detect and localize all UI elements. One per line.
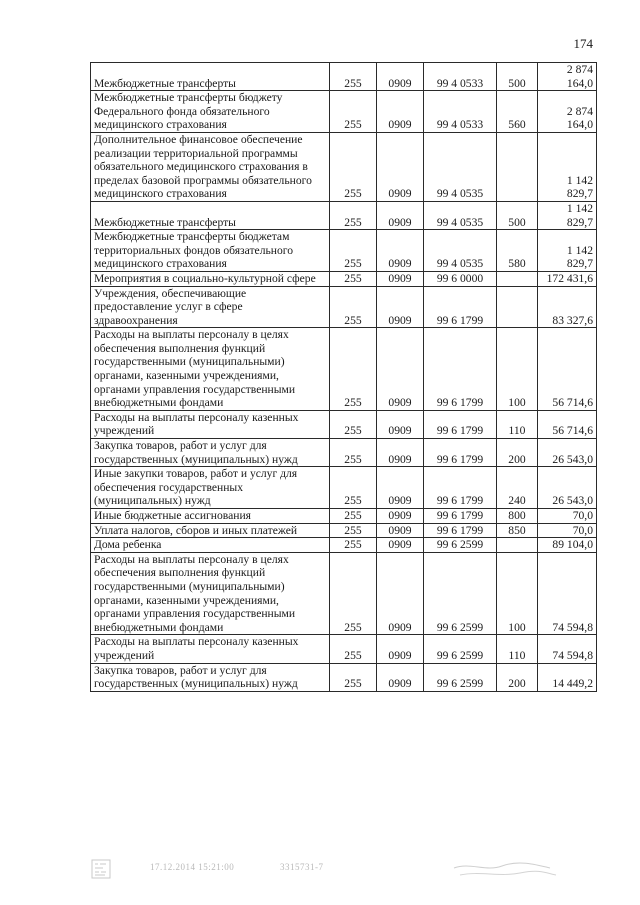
expense-type-cell: 580: [497, 230, 538, 272]
table-row: [91, 286, 597, 328]
amount-cell: 74 594,8: [538, 552, 597, 635]
target-article-cell: 99 6 2599: [424, 552, 497, 635]
row-name-cell: Закупка товаров, работ и услуг для государственных (муниципальных) нужд: [91, 439, 330, 467]
target-article-cell: 99 6 0000: [424, 271, 497, 286]
section-code-cell: 0909: [377, 271, 424, 286]
expense-type-cell: 100: [497, 552, 538, 635]
amount-cell: 2 874 164,0: [538, 91, 597, 133]
target-article-cell: 99 4 0535: [424, 201, 497, 229]
section-code-cell: 0909: [377, 230, 424, 272]
table-row: [91, 271, 597, 286]
row-name-cell: Расходы на выплаты персоналу казенных учреждений: [91, 410, 330, 438]
expense-type-cell: [497, 538, 538, 553]
section-code-cell: 0909: [377, 523, 424, 538]
amount-cell: 70,0: [538, 523, 597, 538]
section-code-cell: 0909: [377, 91, 424, 133]
page-number: 174: [573, 36, 593, 51]
admin-code-cell: 255: [330, 509, 377, 524]
amount-cell: 89 104,0: [538, 538, 597, 553]
barcode-stamp-icon: [90, 858, 112, 880]
amount-cell: 56 714,6: [538, 328, 597, 411]
amount-cell: 26 543,0: [538, 439, 597, 467]
expense-type-cell: [497, 132, 538, 201]
amount-cell: 14 449,2: [538, 663, 597, 691]
table-row: [91, 91, 597, 133]
expense-type-cell: [497, 271, 538, 286]
expense-type-cell: 560: [497, 91, 538, 133]
amount-cell: 70,0: [538, 509, 597, 524]
footer: [90, 858, 570, 882]
target-article-cell: 99 6 1799: [424, 286, 497, 328]
expense-type-cell: 200: [497, 439, 538, 467]
section-code-cell: 0909: [377, 63, 424, 91]
expense-type-cell: 110: [497, 635, 538, 663]
section-code-cell: 0909: [377, 439, 424, 467]
expense-type-cell: 200: [497, 663, 538, 691]
budget-table: [90, 62, 597, 692]
expense-type-cell: 500: [497, 201, 538, 229]
target-article-cell: 99 6 2599: [424, 635, 497, 663]
admin-code-cell: 255: [330, 552, 377, 635]
section-code-cell: 0909: [377, 132, 424, 201]
admin-code-cell: 255: [330, 538, 377, 553]
target-article-cell: 99 4 0533: [424, 63, 497, 91]
admin-code-cell: 255: [330, 271, 377, 286]
admin-code-cell: 255: [330, 467, 377, 509]
admin-code-cell: 255: [330, 439, 377, 467]
table-row: [91, 467, 597, 509]
expense-type-cell: 800: [497, 509, 538, 524]
amount-cell: 2 874 164,0: [538, 63, 597, 91]
section-code-cell: 0909: [377, 410, 424, 438]
target-article-cell: 99 6 1799: [424, 523, 497, 538]
expense-type-cell: [497, 286, 538, 328]
expense-type-cell: 240: [497, 467, 538, 509]
table-row: [91, 635, 597, 663]
admin-code-cell: 255: [330, 201, 377, 229]
section-code-cell: 0909: [377, 467, 424, 509]
signature-stamp-icon: [450, 858, 560, 880]
admin-code-cell: 255: [330, 132, 377, 201]
row-name-cell: Дополнительное финансовое обеспечение реализации территориальной программы обязательного медицинского страхования в пределах базовой программы обязательного медицинского страхования: [91, 132, 330, 201]
row-name-cell: Иные закупки товаров, работ и услуг для обеспечения государственных (муниципальных) нужд: [91, 467, 330, 509]
amount-cell: 172 431,6: [538, 271, 597, 286]
amount-cell: 1 142 829,7: [538, 132, 597, 201]
table-row: [91, 552, 597, 635]
target-article-cell: 99 4 0535: [424, 230, 497, 272]
budget-table-body: [91, 63, 597, 692]
expense-type-cell: 100: [497, 328, 538, 411]
admin-code-cell: 255: [330, 286, 377, 328]
amount-cell: 83 327,6: [538, 286, 597, 328]
table-row: [91, 201, 597, 229]
admin-code-cell: 255: [330, 663, 377, 691]
row-name-cell: Расходы на выплаты персоналу в целях обеспечения выполнения функций государственными (муниципальными) органами, казенными учреждениями, органами управления государственными внебюджетными фондами: [91, 552, 330, 635]
admin-code-cell: 255: [330, 523, 377, 538]
table-row: [91, 63, 597, 91]
row-name-cell: Межбюджетные трансферты бюджету Федерального фонда обязательного медицинского страхования: [91, 91, 330, 133]
section-code-cell: 0909: [377, 538, 424, 553]
expense-type-cell: 110: [497, 410, 538, 438]
table-row: [91, 132, 597, 201]
footer-document-number: 3315731-7: [280, 862, 324, 872]
section-code-cell: 0909: [377, 635, 424, 663]
target-article-cell: 99 6 1799: [424, 410, 497, 438]
admin-code-cell: 255: [330, 635, 377, 663]
admin-code-cell: 255: [330, 91, 377, 133]
section-code-cell: 0909: [377, 509, 424, 524]
target-article-cell: 99 6 2599: [424, 663, 497, 691]
row-name-cell: Учреждения, обеспечивающие предоставление услуг в сфере здравоохранения: [91, 286, 330, 328]
table-row: [91, 230, 597, 272]
section-code-cell: 0909: [377, 286, 424, 328]
table-row: [91, 509, 597, 524]
target-article-cell: 99 4 0535: [424, 132, 497, 201]
amount-cell: 1 142 829,7: [538, 201, 597, 229]
target-article-cell: 99 6 1799: [424, 439, 497, 467]
admin-code-cell: 255: [330, 328, 377, 411]
section-code-cell: 0909: [377, 328, 424, 411]
target-article-cell: 99 6 1799: [424, 467, 497, 509]
table-row: [91, 663, 597, 691]
expense-type-cell: 850: [497, 523, 538, 538]
expense-type-cell: 500: [497, 63, 538, 91]
table-row: [91, 410, 597, 438]
row-name-cell: Межбюджетные трансферты бюджетам территориальных фондов обязательного медицинского страхования: [91, 230, 330, 272]
row-name-cell: Межбюджетные трансферты: [91, 201, 330, 229]
admin-code-cell: 255: [330, 63, 377, 91]
amount-cell: 26 543,0: [538, 467, 597, 509]
amount-cell: 74 594,8: [538, 635, 597, 663]
table-row: [91, 538, 597, 553]
table-row: [91, 328, 597, 411]
row-name-cell: Уплата налогов, сборов и иных платежей: [91, 523, 330, 538]
footer-timestamp: 17.12.2014 15:21:00: [150, 862, 235, 872]
target-article-cell: 99 6 1799: [424, 328, 497, 411]
admin-code-cell: 255: [330, 410, 377, 438]
section-code-cell: 0909: [377, 663, 424, 691]
table-row: [91, 523, 597, 538]
target-article-cell: 99 6 2599: [424, 538, 497, 553]
amount-cell: 56 714,6: [538, 410, 597, 438]
section-code-cell: 0909: [377, 552, 424, 635]
row-name-cell: Иные бюджетные ассигнования: [91, 509, 330, 524]
row-name-cell: Межбюджетные трансферты: [91, 63, 330, 91]
row-name-cell: Мероприятия в социально-культурной сфере: [91, 271, 330, 286]
row-name-cell: Дома ребенка: [91, 538, 330, 553]
target-article-cell: 99 4 0533: [424, 91, 497, 133]
table-row: [91, 439, 597, 467]
admin-code-cell: 255: [330, 230, 377, 272]
row-name-cell: Расходы на выплаты персоналу в целях обеспечения выполнения функций государственными (муниципальными) органами, казенными учреждениями, органами управления государственными внебюджетными фондами: [91, 328, 330, 411]
row-name-cell: Закупка товаров, работ и услуг для государственных (муниципальных) нужд: [91, 663, 330, 691]
section-code-cell: 0909: [377, 201, 424, 229]
row-name-cell: Расходы на выплаты персоналу казенных учреждений: [91, 635, 330, 663]
target-article-cell: 99 6 1799: [424, 509, 497, 524]
amount-cell: 1 142 829,7: [538, 230, 597, 272]
